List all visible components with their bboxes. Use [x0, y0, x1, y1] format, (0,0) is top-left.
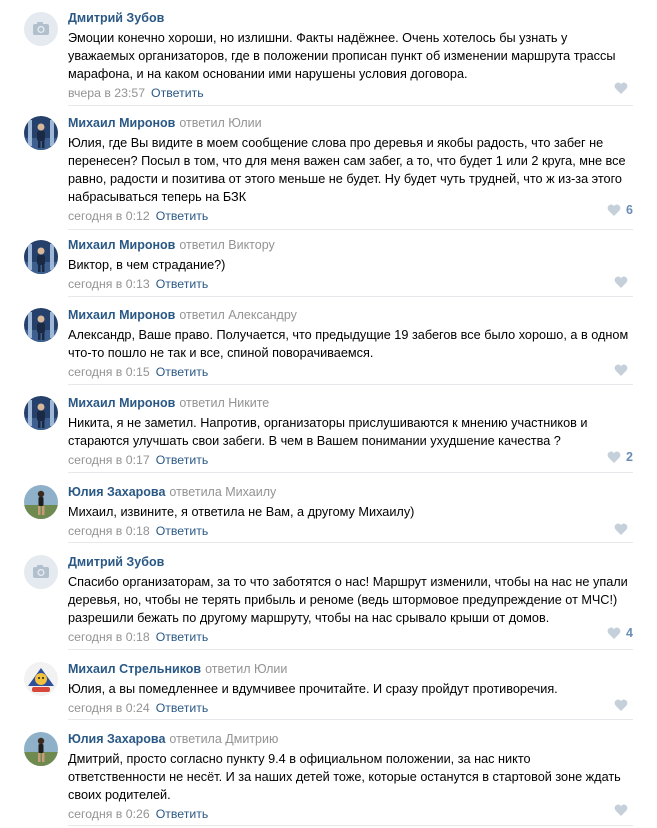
heart-icon	[607, 627, 621, 639]
reply-to[interactable]: ответил Никите	[179, 396, 270, 410]
camera-icon	[24, 12, 58, 46]
comment	[0, 297, 657, 385]
like-button[interactable]	[614, 802, 633, 818]
comment-text: Спасибо организаторам, за то что заботятся о нас! Маршрут изменили, чтобы на нас не упали деревья, но, чтобы не терять прибыль и реноме (ведь штормовое предупреждение от МЧС!) разрешили бежать по другому маршруту, чтобы на нас срывало крыши от домов.	[68, 575, 628, 625]
avatar[interactable]	[24, 732, 58, 766]
comment-text: Александр, Ваше право. Получается, что предыдущие 19 забегов все было хорошо, а в одном что-то пошло не так и все, спиной поворачиваемся.	[68, 328, 629, 360]
reply-to[interactable]: ответил Юлии	[205, 662, 288, 676]
comment-time[interactable]: сегодня в 0:18	[68, 630, 150, 644]
heart-icon	[614, 699, 628, 711]
runner-woman-avatar-icon	[24, 485, 58, 519]
author-name[interactable]: Дмитрий Зубов	[68, 555, 165, 569]
comment-time[interactable]: вчера в 23:57	[68, 86, 146, 100]
runner-woman-avatar-icon	[24, 732, 58, 766]
author-name[interactable]: Михаил Миронов	[68, 396, 176, 410]
author-name[interactable]: Михаил Миронов	[68, 116, 176, 130]
heart-icon	[614, 82, 628, 94]
like-button[interactable]	[614, 274, 633, 290]
like-button[interactable]	[607, 449, 633, 465]
heart-icon	[614, 276, 628, 288]
like-count: 6	[626, 203, 633, 217]
like-button[interactable]	[614, 362, 633, 378]
author-name[interactable]: Михаил Миронов	[68, 308, 176, 322]
comment	[0, 230, 657, 297]
cartoon-avatar-icon	[24, 662, 58, 696]
comment	[0, 720, 657, 826]
runner-avatar-icon	[24, 240, 58, 274]
avatar[interactable]	[24, 12, 58, 46]
avatar[interactable]	[24, 485, 58, 519]
author-name[interactable]: Михаил Миронов	[68, 238, 176, 252]
reply-button[interactable]: Ответить	[155, 807, 209, 821]
author-name[interactable]: Юлия Захарова	[68, 732, 166, 746]
avatar[interactable]	[24, 308, 58, 342]
comment-time[interactable]: сегодня в 0:15	[68, 365, 150, 379]
comment-time[interactable]: сегодня в 0:18	[68, 524, 150, 538]
reply-button[interactable]: Ответить	[155, 209, 209, 223]
comment-text: Михаил, извините, я ответила не Вам, а другому Михаилу)	[68, 505, 415, 519]
heart-icon	[607, 204, 621, 216]
avatar[interactable]	[24, 396, 58, 430]
comment-time[interactable]: сегодня в 0:12	[68, 209, 150, 223]
reply-button[interactable]: Ответить	[155, 701, 209, 715]
avatar[interactable]	[24, 662, 58, 696]
runner-avatar-icon	[24, 116, 58, 150]
like-button[interactable]	[614, 80, 633, 96]
heart-icon	[614, 523, 628, 535]
reply-button[interactable]: Ответить	[151, 86, 204, 100]
like-count: 2	[626, 450, 633, 464]
reply-to[interactable]: ответил Юлии	[179, 116, 262, 130]
reply-button[interactable]: Ответить	[155, 524, 209, 538]
runner-avatar-icon	[24, 396, 58, 430]
heart-icon	[614, 804, 628, 816]
author-name[interactable]: Юлия Захарова	[68, 485, 166, 499]
comment-text: Эмоции конечно хороши, но излишни. Факты надёжнее. Очень хотелось бы узнать у уважаемых организаторов, где в положении прописан пункт об изменении маршрута трассы марафона, и на каком основании ими нарушены условия договора.	[68, 31, 616, 81]
heart-icon	[614, 364, 628, 376]
comment-text: Дмитрий, просто согласно пункту 9.4 в официальном положении, за нас никто ответственности не несёт. И за наших детей тоже, которые останутся в стартовой зоне ждать своих родителей.	[68, 752, 621, 802]
like-button[interactable]	[607, 625, 633, 641]
comment	[0, 473, 657, 543]
like-button[interactable]	[614, 697, 633, 713]
reply-button[interactable]: Ответить	[155, 365, 209, 379]
comment-text: Виктор, в чем страдание?)	[68, 258, 226, 272]
avatar[interactable]	[24, 240, 58, 274]
separator	[68, 825, 633, 826]
reply-button[interactable]: Ответить	[155, 277, 209, 291]
author-name[interactable]: Дмитрий Зубов	[68, 11, 165, 25]
runner-avatar-icon	[24, 308, 58, 342]
comment-time[interactable]: сегодня в 0:24	[68, 701, 150, 715]
camera-icon	[24, 555, 58, 589]
comment-text: Никита, я не заметил. Напротив, организаторы прислушиваются к мнению участников и стараются улучшать свои забеги. В чем в Вашем понимании ухудшение качества ?	[68, 416, 588, 448]
comment	[0, 650, 657, 720]
comment-text: Юлия, а вы помедленнее и вдумчивее прочитайте. И сразу пройдут противоречия.	[68, 682, 558, 696]
reply-to[interactable]: ответила Дмитрию	[169, 732, 279, 746]
reply-to[interactable]: ответил Виктору	[179, 238, 275, 252]
like-button[interactable]	[614, 521, 633, 537]
comment	[0, 385, 657, 473]
heart-icon	[607, 451, 621, 463]
reply-button[interactable]: Ответить	[155, 630, 209, 644]
comment-text: Юлия, где Вы видите в моем сообщение слова про деревья и якобы радость, что забег не перенесен? Посыл в том, что для меня важен сам забег, а то, что будет 1 или 2 круга, мне все равно, радости и позитива от этого меньше не будет. Ну будет чуть трудней, что ж из-за этого набрасываться теперь на БЗК	[68, 136, 626, 204]
like-count: 4	[626, 626, 633, 640]
reply-to[interactable]: ответила Михаилу	[169, 485, 277, 499]
comment-time[interactable]: сегодня в 0:17	[68, 453, 150, 467]
comment	[0, 106, 657, 230]
avatar[interactable]	[24, 555, 58, 589]
author-name[interactable]: Михаил Стрельников	[68, 662, 202, 676]
like-button[interactable]	[607, 202, 633, 218]
avatar[interactable]	[24, 116, 58, 150]
comment-time[interactable]: сегодня в 0:13	[68, 277, 150, 291]
comment-time[interactable]: сегодня в 0:26	[68, 807, 150, 821]
reply-button[interactable]: Ответить	[155, 453, 209, 467]
comment	[0, 0, 657, 106]
reply-to[interactable]: ответил Александру	[179, 308, 297, 322]
comment	[0, 543, 657, 650]
